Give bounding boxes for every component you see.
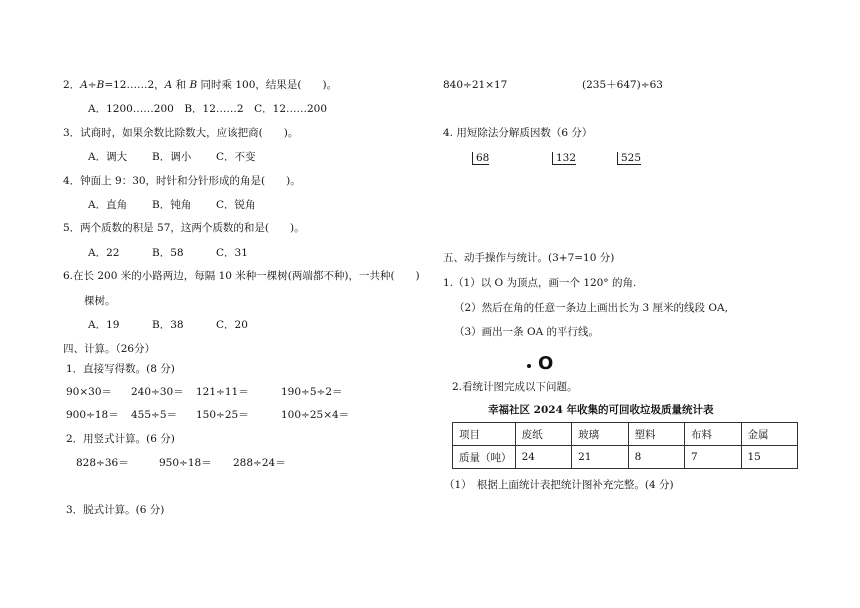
direct-calc-1: 90×30＝ (66, 386, 113, 398)
question-6-option-a: A．19 (88, 319, 120, 331)
question-6-option-c: C．20 (216, 319, 248, 331)
short-division-525: 525 (617, 152, 641, 165)
task-1-step-3: （3）画出一条 OA 的平行线。 (454, 326, 600, 338)
direct-calc-2: 240÷30＝ (131, 386, 184, 398)
step-calc-1: 840÷21×17 (443, 79, 508, 91)
direct-calc-6: 455÷5＝ (131, 409, 178, 421)
subsection-4-2: 2．用竖式计算。(6 分) (66, 433, 175, 445)
vertical-calc-3: 288÷24＝ (233, 457, 286, 469)
subsection-4-3: 3．脱式计算。(6 分) (66, 504, 165, 516)
subsection-4-1: 1．直接写得数。(8 分) (66, 363, 175, 375)
table-cell: 24 (515, 446, 571, 469)
question-4-option-c: C．锐角 (216, 199, 256, 211)
step-calc-2: (235＋647)÷63 (582, 79, 663, 91)
direct-calc-7: 150÷25＝ (196, 409, 249, 421)
question-5-option-b: B．58 (152, 247, 184, 259)
table-header-row (453, 423, 798, 446)
vertical-calc-2: 950÷18＝ (159, 457, 212, 469)
task-2-heading: 2.看统计图完成以下问题。 (452, 381, 578, 393)
section-4-heading: 四、计算。（26分） (63, 343, 156, 355)
question-2: 2．A÷B=12……2，A 和 B 同时乘 100，结果是( )。 (63, 79, 338, 91)
question-3-option-a: A．调大 (88, 151, 128, 163)
table-header-cell: 塑料 (628, 423, 684, 446)
question-4: 4．钟面上 9：30，时针和分针形成的角是( )。 (63, 175, 301, 187)
table-header-cell: 布料 (685, 423, 741, 446)
subsection-4-4: 4. 用短除法分解质因数（6 分） (443, 127, 593, 139)
direct-calc-4: 190÷5÷2＝ (281, 386, 343, 398)
point-o-dot (527, 364, 531, 368)
task-2-question-1: （1） 根据上面统计表把统计图补充完整。(4 分) (444, 479, 674, 491)
question-6-line1: 6.在长 200 米的小路两边，每隔 10 米种一棵树(两端都不种)，一共种( ) (63, 270, 420, 282)
direct-calc-5: 900÷18＝ (66, 409, 119, 421)
section-5-heading: 五、动手操作与统计。(3+7=10 分) (443, 252, 615, 264)
question-5-option-c: C．31 (216, 247, 248, 259)
question-4-option-b: B．钝角 (152, 199, 192, 211)
vertical-calc-1: 828÷36＝ (76, 457, 129, 469)
short-division-132: 132 (552, 152, 576, 165)
table-cell: 15 (741, 446, 798, 469)
question-6-option-b: B．38 (152, 319, 184, 331)
task-1-step-1: 1.（1）以 O 为顶点，画一个 120° 的角. (443, 277, 637, 289)
table-cell: 8 (628, 446, 684, 469)
question-5-option-a: A．22 (88, 247, 120, 259)
table-cell: 7 (685, 446, 741, 469)
direct-calc-3: 121÷11＝ (196, 386, 249, 398)
question-3: 3．试商时，如果余数比除数大，应该把商( )。 (63, 127, 299, 139)
table-header-cell: 金属 (741, 423, 798, 446)
task-1-step-2: （2）然后在角的任意一条边上画出长为 3 厘米的线段 OA, (454, 302, 728, 314)
question-3-option-b: B．调小 (152, 151, 192, 163)
short-division-68: 68 (472, 152, 489, 165)
question-3-option-c: C．不变 (216, 151, 256, 163)
question-6-line2: 棵树。 (84, 295, 116, 307)
recycling-table (452, 422, 798, 469)
question-5: 5．两个质数的积是 57，这两个质数的和是( )。 (63, 222, 305, 234)
table-header-cell: 废纸 (515, 423, 571, 446)
table-title: 幸福社区 2024 年收集的可回收垃圾质量统计表 (488, 404, 714, 416)
question-4-option-a: A．直角 (88, 199, 128, 211)
direct-calc-8: 100÷25×4＝ (281, 409, 350, 421)
table-header-cell: 项目 (453, 423, 516, 446)
table-cell: 质量（吨） (453, 446, 516, 469)
table-row (453, 446, 798, 469)
question-2-options: A．1200……200 B．12……2 C．12……200 (88, 103, 328, 115)
table-header-cell: 玻璃 (572, 423, 628, 446)
table-cell: 21 (572, 446, 628, 469)
point-o-label: O (538, 353, 554, 374)
